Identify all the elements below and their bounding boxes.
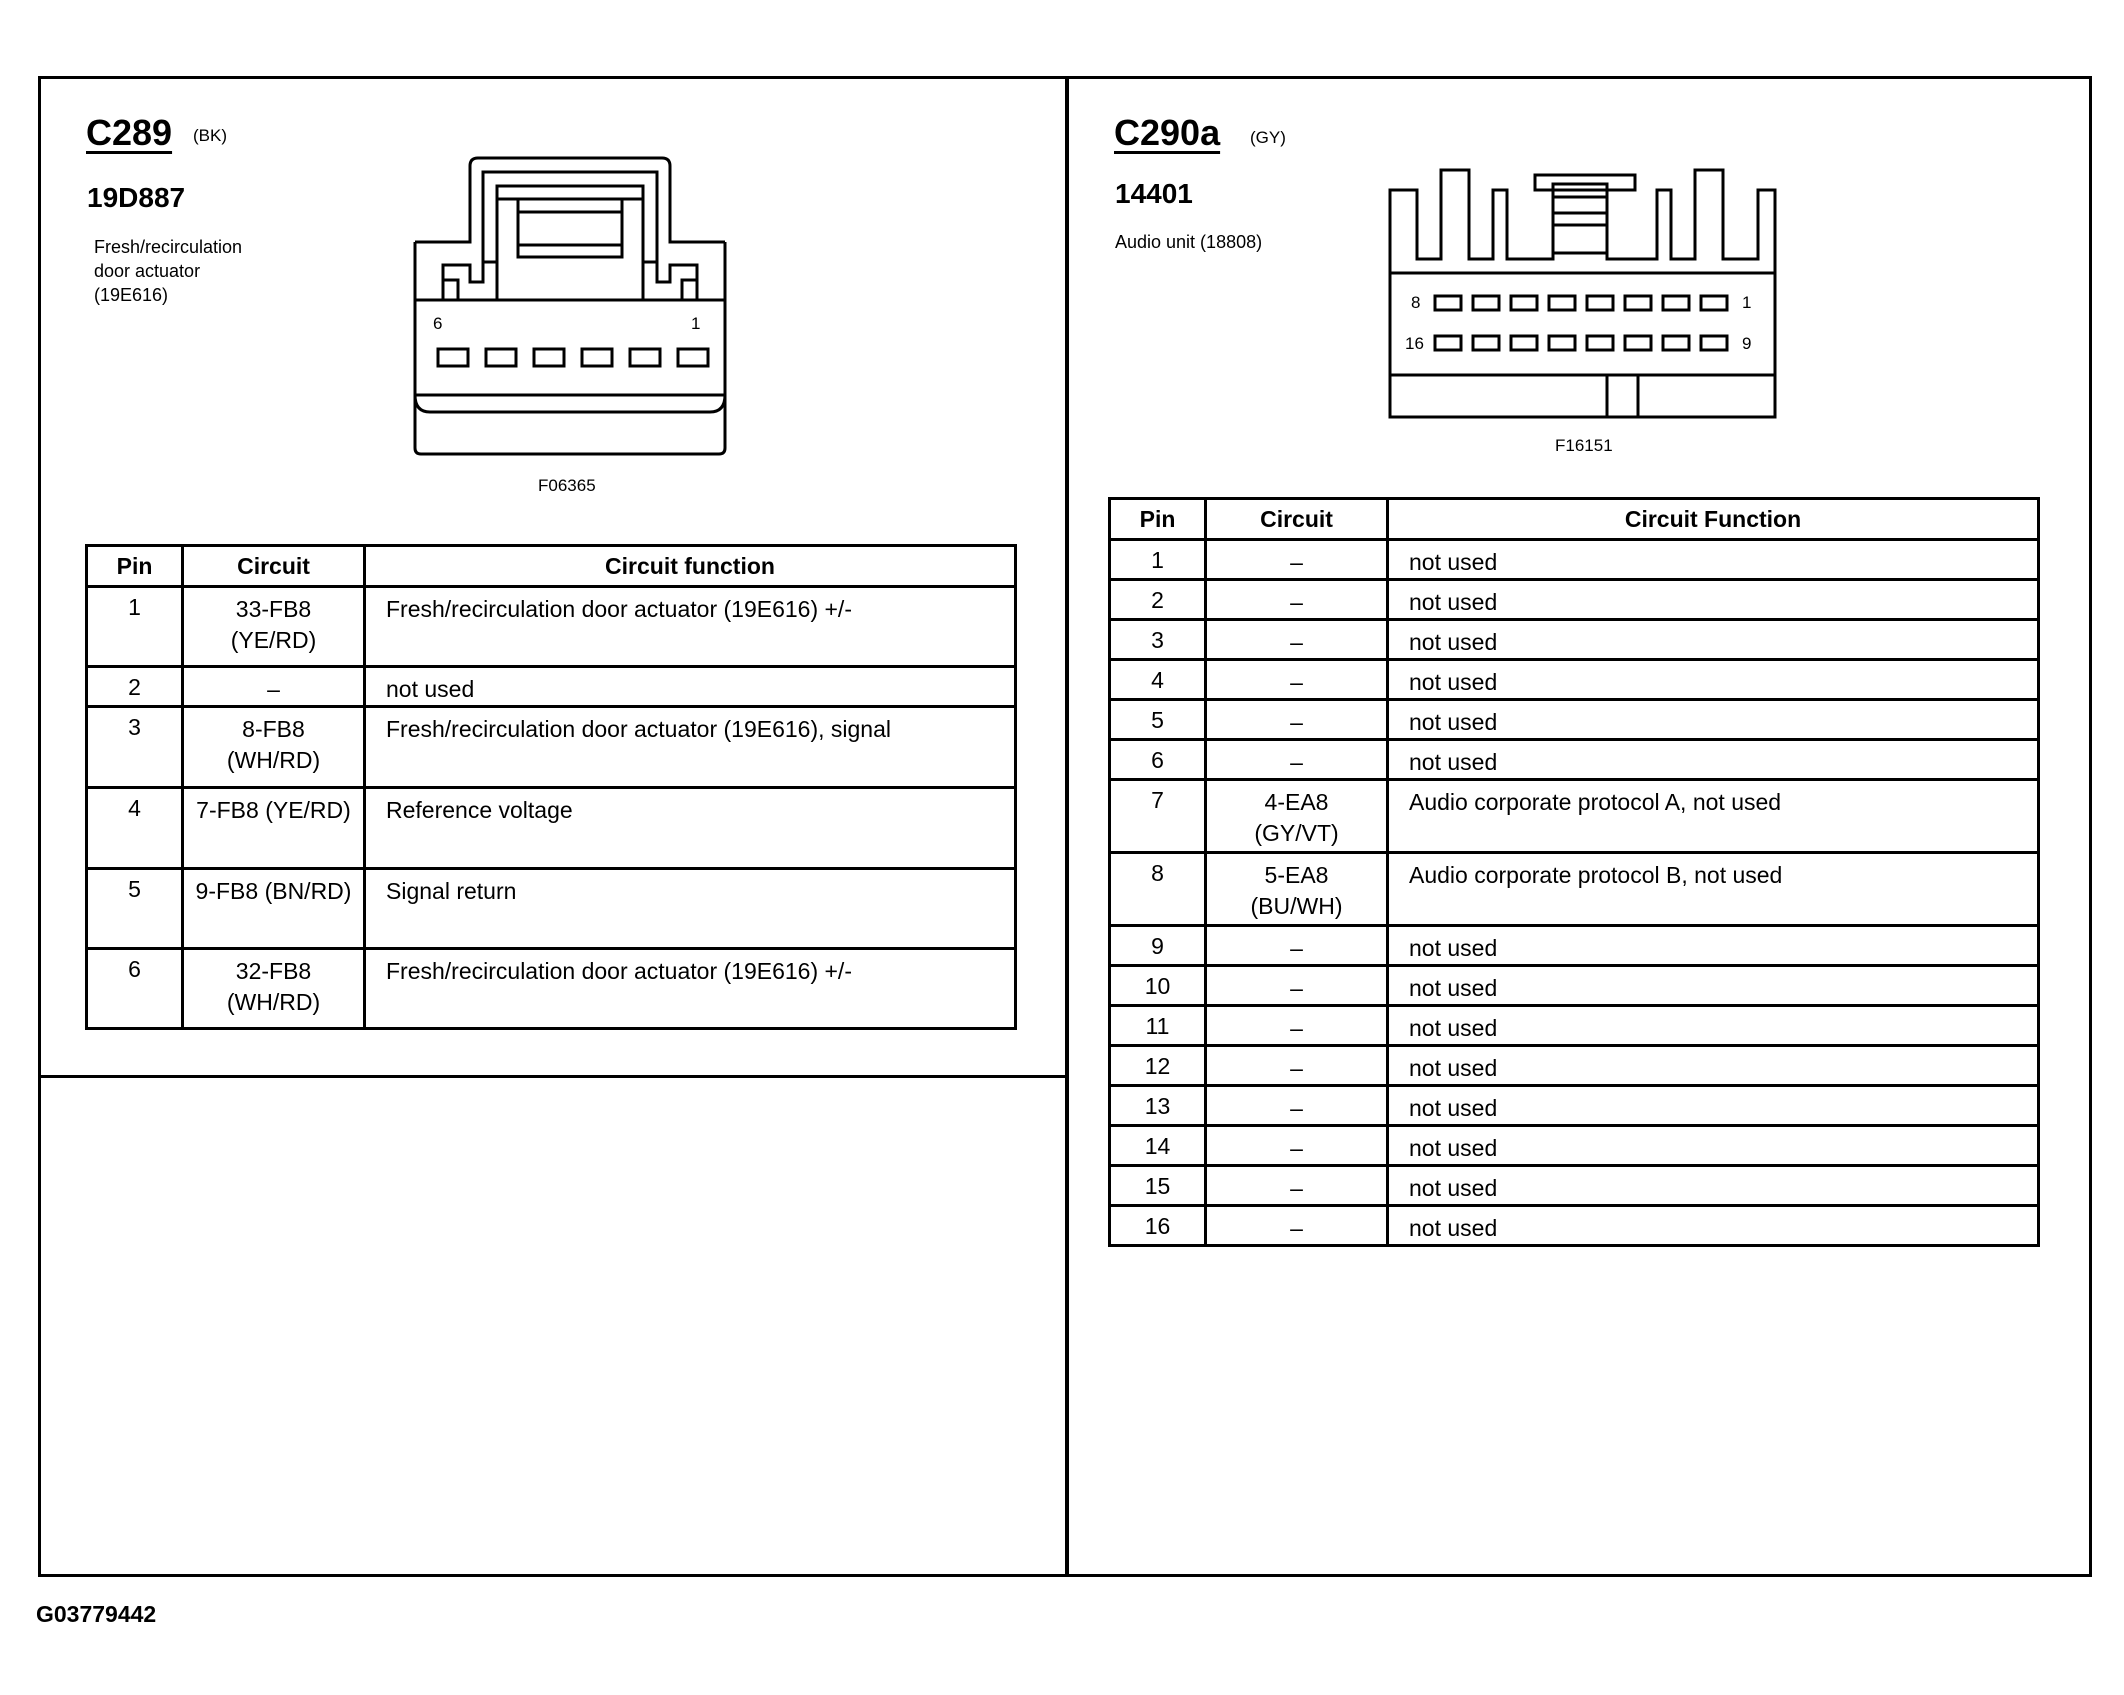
pin-cell: 3 [87,707,183,788]
right-pinout-table [1108,497,2040,1247]
function-cell: Fresh/recirculation door actuator (19E616) +/- [365,949,1016,1029]
function-cell: not used [1388,620,2039,660]
table-header-row [1110,499,2039,540]
circuit-cell: 32-FB8 (WH/RD) [183,949,365,1029]
circuit-cell: 7-FB8 (YE/RD) [183,788,365,869]
table-row [1110,1166,2039,1206]
circuit-cell: 4-EA8 (GY/VT) [1206,780,1388,853]
pin-cell: 6 [87,949,183,1029]
pin-cell: 6 [1110,740,1206,780]
left-description: Fresh/recirculation door actuator (19E616) [94,237,243,305]
table-row [87,667,1016,707]
pin-cell: 3 [1110,620,1206,660]
left-pin-cavities [438,349,708,366]
left-pinout-table [85,544,1017,1030]
pin-cell: 1 [1110,540,1206,580]
table-row [1110,580,2039,620]
circuit-cell: – [1206,580,1388,620]
table-row [1110,660,2039,700]
table-row [1110,740,2039,780]
function-cell: not used [1388,966,2039,1006]
table-row [1110,966,2039,1006]
circuit-cell: – [1206,1206,1388,1246]
circuit-cell: 33-FB8 (YE/RD) [183,587,365,667]
table-row [1110,1006,2039,1046]
pin-cell: 1 [87,587,183,667]
left-pin-label-6: 6 [433,314,443,333]
pin-cell: 16 [1110,1206,1206,1246]
function-cell: not used [1388,1006,2039,1046]
function-cell: not used [1388,1166,2039,1206]
function-cell: not used [1388,1126,2039,1166]
circuit-cell: – [1206,1006,1388,1046]
header-circuit-function: Circuit Function [1388,499,2039,540]
circuit-cell: – [1206,1166,1388,1206]
right-color-code: (GY) [1250,128,1286,147]
table-header-row [87,546,1016,587]
table-row [1110,540,2039,580]
table-row [1110,620,2039,660]
circuit-cell: – [1206,700,1388,740]
circuit-cell: – [183,667,365,707]
pin-cell: 11 [1110,1006,1206,1046]
function-cell: not used [1388,700,2039,740]
circuit-cell: – [1206,740,1388,780]
pin-cell: 12 [1110,1046,1206,1086]
header-circuit: Circuit [183,546,365,587]
circuit-cell: 5-EA8 (BU/WH) [1206,853,1388,926]
table-row [1110,1126,2039,1166]
right-part-number: 14401 [1115,178,1193,209]
circuit-cell: – [1206,620,1388,660]
circuit-cell: – [1206,1126,1388,1166]
right-pin-label-1: 1 [1742,293,1752,312]
header-circuit-function: Circuit function [365,546,1016,587]
function-cell: Fresh/recirculation door actuator (19E616) +/- [365,587,1016,667]
function-cell: Fresh/recirculation door actuator (19E616), signal [365,707,1016,788]
pin-cell: 2 [1110,580,1206,620]
table-row [1110,1086,2039,1126]
left-panel-divider [38,1075,1069,1078]
pin-cell: 14 [1110,1126,1206,1166]
table-row [87,587,1016,667]
function-cell: not used [1388,580,2039,620]
pin-cell: 2 [87,667,183,707]
table-row [87,707,1016,788]
circuit-cell: – [1206,1046,1388,1086]
circuit-cell: 8-FB8 (WH/RD) [183,707,365,788]
header-circuit: Circuit [1206,499,1388,540]
left-pin-label-1: 1 [691,314,701,333]
table-row [1110,780,2039,853]
circuit-cell: – [1206,1086,1388,1126]
circuit-cell: 9-FB8 (BN/RD) [183,869,365,949]
right-pin-cavities [1435,296,1727,350]
circuit-cell: – [1206,926,1388,966]
left-color-code: (BK) [193,126,227,145]
table-row [1110,1046,2039,1086]
pin-cell: 4 [1110,660,1206,700]
left-connector-id: C289 [86,112,173,153]
function-cell: not used [1388,540,2039,580]
header-pin: Pin [1110,499,1206,540]
function-cell: not used [1388,1206,2039,1246]
right-pin-label-16: 16 [1405,334,1424,353]
pin-cell: 15 [1110,1166,1206,1206]
right-figure-code: F16151 [1555,436,1613,455]
right-description: Audio unit (18808) [1115,232,1263,252]
left-connector-diagram [410,150,730,460]
function-cell: not used [1388,740,2039,780]
right-pin-label-8: 8 [1411,293,1421,312]
function-cell: not used [365,667,1016,707]
left-part-number: 19D887 [87,182,186,213]
circuit-cell: – [1206,660,1388,700]
pin-cell: 8 [1110,853,1206,926]
right-pin-label-9: 9 [1742,334,1752,353]
function-cell: not used [1388,1086,2039,1126]
pin-cell: 5 [87,869,183,949]
left-figure-code: F06365 [538,476,596,495]
pin-cell: 5 [1110,700,1206,740]
table-row [1110,853,2039,926]
table-row [1110,1206,2039,1246]
right-connector-diagram [1385,165,1785,425]
table-row [87,869,1016,949]
right-connector-id: C290a [1114,112,1221,153]
function-cell: Audio corporate protocol A, not used [1388,780,2039,853]
table-row [87,788,1016,869]
table-row [87,949,1016,1029]
function-cell: not used [1388,1046,2039,1086]
pin-cell: 13 [1110,1086,1206,1126]
table-row [1110,700,2039,740]
footer-code: G03779442 [36,1601,157,1627]
circuit-cell: – [1206,966,1388,1006]
pin-cell: 7 [1110,780,1206,853]
function-cell: Audio corporate protocol B, not used [1388,853,2039,926]
pin-cell: 4 [87,788,183,869]
circuit-cell: – [1206,540,1388,580]
function-cell: Reference voltage [365,788,1016,869]
table-row [1110,926,2039,966]
pin-cell: 9 [1110,926,1206,966]
function-cell: Signal return [365,869,1016,949]
pin-cell: 10 [1110,966,1206,1006]
function-cell: not used [1388,660,2039,700]
function-cell: not used [1388,926,2039,966]
header-pin: Pin [87,546,183,587]
